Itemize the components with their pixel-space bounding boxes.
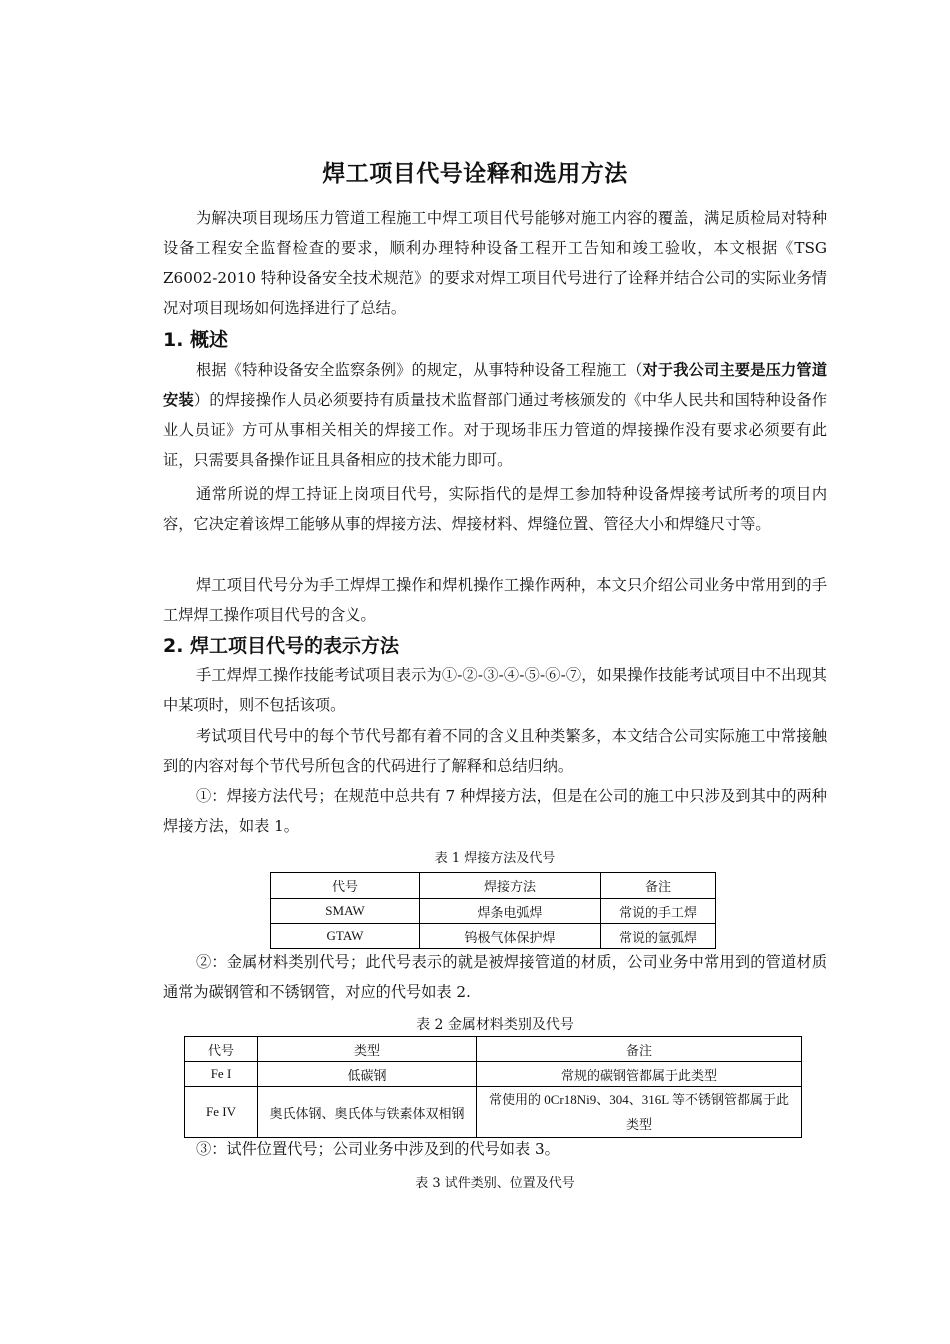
table-header-cell: 类型 — [258, 1037, 477, 1062]
table-header-cell: 焊接方法 — [420, 873, 601, 899]
section-1-heading: 1. 概述 — [163, 329, 229, 351]
table-cell: 常说的氩弧焊 — [601, 924, 716, 949]
table-row — [271, 873, 716, 899]
table-cell: Fe I — [185, 1062, 258, 1087]
text-span: 根据《特种设备安全监察条例》的规定，从事特种设备工程施工（ — [196, 361, 643, 379]
table-row — [185, 1062, 802, 1087]
table-row — [185, 1037, 802, 1062]
section-2-paragraph-2: 考试项目代号中的每个节代号都有着不同的含义且种类繁多，本文结合公司实际施工中常接触到的内容对每个节代号所包含的代码进行了解释和总结归纳。 — [163, 727, 827, 775]
table-cell: 常使用的 0Cr18Ni9、304、316L 等不锈钢管都属于此类型 — [477, 1087, 802, 1138]
table-row — [271, 924, 716, 949]
text-span: ）的焊接操作人员必须要持有质量技术监督部门通过考核颁发的《中华人民共和国特种设备作业人员证》方可从事相关相关的焊接工作。对于现场非压力管道的焊接操作没有要求必须要有此证，只需要具备操作证且具备相应的技术能力即可。 — [163, 391, 828, 469]
section-1-paragraph-2: 通常所说的焊工持证上岗项目代号，实际指代的是焊工参加特种设备焊接考试所考的项目内容，它决定着该焊工能够从事的焊接方法、焊接材料、焊缝位置、管径大小和焊缝尺寸等。 — [163, 485, 827, 533]
bold-text: 对于我公司主要是压力管道安装 — [163, 361, 828, 409]
section-2-paragraph-5: ③：试件位置代号；公司业务中涉及到的代号如表 3。 — [196, 1140, 560, 1158]
table-cell: SMAW — [271, 899, 420, 924]
table-1-caption: 表 1 焊接方法及代号 — [434, 851, 556, 866]
section-2-paragraph-1: 手工焊焊工操作技能考试项目表示为①-②-③-④-⑤-⑥-⑦，如果操作技能考试项目中不出现其中某项时，则不包括该项。 — [163, 666, 827, 714]
section-2-paragraph-4: ②：金属材料类别代号；此代号表示的就是被焊接管道的材质，公司业务中常用到的管道材质通常为碳钢管和不锈钢管，对应的代号如表 2. — [163, 953, 827, 1001]
table-1 — [270, 872, 716, 949]
table-2 — [184, 1036, 802, 1138]
page-title: 焊工项目代号诠释和选用方法 — [322, 161, 628, 187]
intro-paragraph: 为解决项目现场压力管道工程施工中焊工项目代号能够对施工内容的覆盖，满足质检局对特种设备工程安全监督检查的要求，顺利办理特种设备工程开工告知和竣工验收，本文根据《TSG Z6002-2010 特种设备安全技术规范》的要求对焊工项目代号进行了诠释并结合公司的实际业务情况对项目现场如何选择进行了总结。 — [163, 209, 827, 317]
table-row — [185, 1087, 802, 1138]
table-3-caption: 表 3 试件类别、位置及代号 — [415, 1176, 575, 1191]
table-header-cell: 代号 — [271, 873, 420, 899]
table-header-cell: 代号 — [185, 1037, 258, 1062]
table-cell: 钨极气体保护焊 — [420, 924, 601, 949]
table-cell: 奥氏体钢、奥氏体与铁素体双相钢 — [258, 1087, 477, 1138]
table-cell: 低碳钢 — [258, 1062, 477, 1087]
table-header-cell: 备注 — [601, 873, 716, 899]
table-cell: 常说的手工焊 — [601, 899, 716, 924]
table-row — [271, 899, 716, 924]
section-2-paragraph-3: ①：焊接方法代号；在规范中总共有 7 种焊接方法，但是在公司的施工中只涉及到其中的两种焊接方法，如表 1。 — [163, 787, 827, 835]
table-cell: GTAW — [271, 924, 420, 949]
section-1-paragraph-3: 焊工项目代号分为手工焊焊工操作和焊机操作工操作两种，本文只介绍公司业务中常用到的手工焊焊工操作项目代号的含义。 — [163, 576, 827, 624]
section-2-heading: 2. 焊工项目代号的表示方法 — [163, 635, 400, 657]
table-cell: 焊条电弧焊 — [420, 899, 601, 924]
section-1-paragraph-1 — [163, 355, 827, 475]
table-header-cell: 备注 — [477, 1037, 802, 1062]
table-cell: 常规的碳钢管都属于此类型 — [477, 1062, 802, 1087]
table-cell: Fe IV — [185, 1087, 258, 1138]
table-2-caption: 表 2 金属材料类别及代号 — [416, 1017, 574, 1033]
